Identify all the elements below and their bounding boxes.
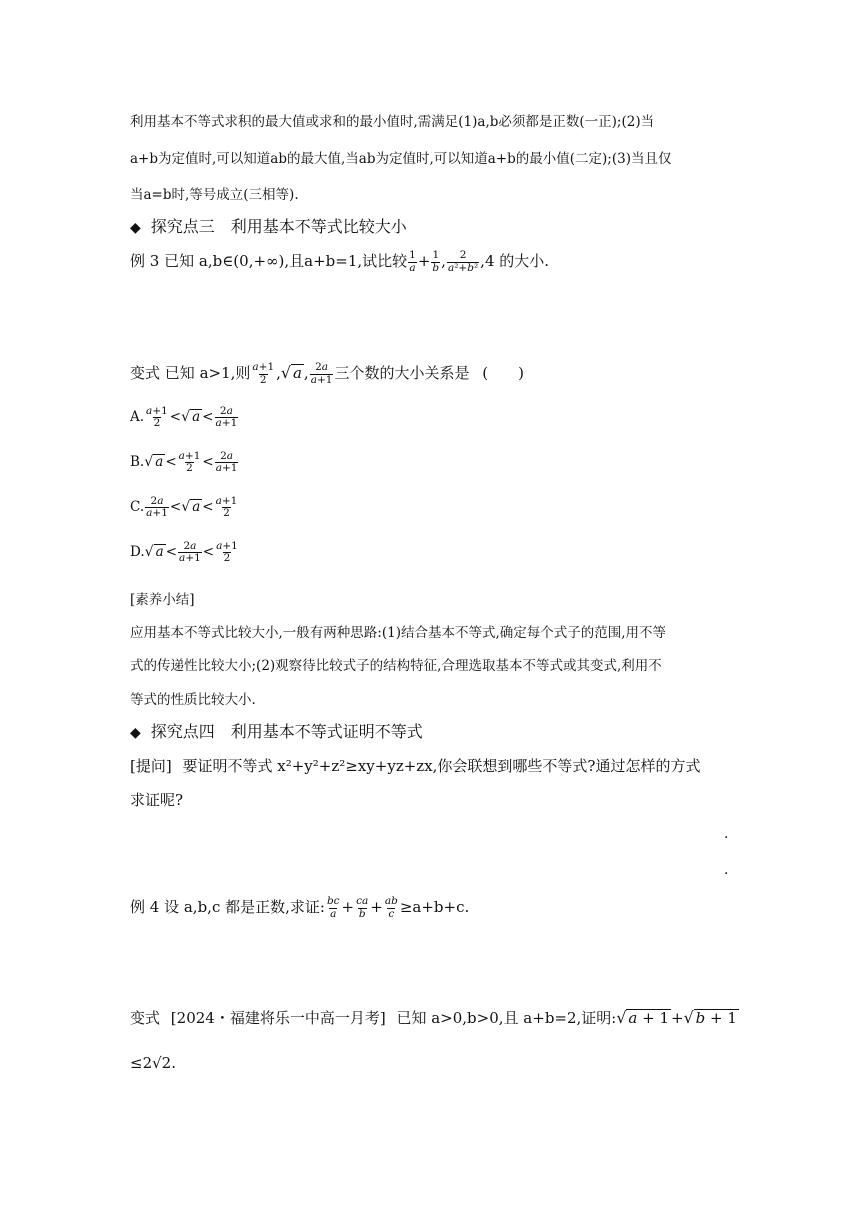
diamond-icon: ◆ bbox=[130, 220, 141, 236]
fraction-a1-over-2: $\frac{a+1}{2}$ bbox=[252, 361, 275, 386]
stray-dot: . bbox=[724, 826, 729, 842]
question-label: [提问] bbox=[130, 757, 172, 775]
example-3-text-a: 已知 bbox=[164, 252, 195, 270]
option-d-letter: D. bbox=[130, 544, 145, 561]
option-c-letter: C. bbox=[130, 499, 145, 516]
question-line-2: 求证呢? bbox=[130, 791, 184, 809]
note-line-1: 利用基本不等式求积的最大值或求和的最小值时,需满足(1)a,b必须都是正数(一正);(2)当 bbox=[130, 114, 655, 130]
fraction-ca-over-b: $\frac{ca}{b}$ bbox=[356, 895, 369, 920]
fraction-ab-over-c: $\frac{ab}{c}$ bbox=[384, 895, 398, 920]
variant-2-text-a: 已知 a>0,b>0,且 a+b=2,证明: bbox=[396, 1009, 617, 1027]
diamond-icon: ◆ bbox=[130, 725, 141, 741]
variant-1-label: 变式 bbox=[130, 364, 161, 382]
summary-line-3: 等式的性质比较大小. bbox=[130, 692, 256, 708]
option-c: C. $\frac{2a}{a+1}$ < √ a < $\frac{a+1}{2}$ bbox=[130, 495, 238, 520]
fraction-1-over-b: $\frac{1}{b}$ bbox=[432, 249, 440, 274]
example-4-text-a: 设 a,b,c 都是正数,求证: bbox=[164, 898, 325, 916]
fraction-2a-over-a1: $\frac{2a}{a+1}$ bbox=[310, 361, 333, 386]
example-3-text-b: a,b∈(0,+∞),且a+b=1,试比较 bbox=[198, 252, 408, 270]
variant-2-source: [2024・福建将乐一中高一月考] bbox=[170, 1009, 386, 1027]
sqrt-a: √ a bbox=[280, 363, 302, 382]
option-a-letter: A. bbox=[130, 409, 145, 426]
summary-line-1: 应用基本不等式比较大小,一般有两种思路:(1)结合基本不等式,确定每个式子的范围,用不等 bbox=[130, 625, 667, 641]
section-title-3: 探究点三 利用基本不等式比较大小 bbox=[150, 217, 407, 236]
note-line-3: 当a=b时,等号成立(三相等). bbox=[130, 187, 299, 203]
example-4-label: 例 4 bbox=[130, 898, 160, 916]
variant-1-text-a: 已知 a>1,则 bbox=[164, 364, 251, 382]
question-line-1 bbox=[130, 755, 700, 776]
question-text-1: 要证明不等式 x²+y²+z²≥xy+yz+zx,你会联想到哪些不等式?通过怎样的方式 bbox=[182, 757, 701, 775]
variant-2: 变式 [2024・福建将乐一中高一月考] 已知 a>0,b>0,且 a+b=2,证明: √ a + 1 + √ b + 1 bbox=[130, 1008, 737, 1027]
example-3-text-c: ,4 的大小. bbox=[480, 252, 550, 270]
section-heading-4 bbox=[130, 719, 423, 742]
example-4: 例 4 设 a,b,c 都是正数,求证: $\frac{bc}{a}$ + $\frac{ca}{b}$ + $\frac{ab}{c}$ ≥a+b+c. bbox=[130, 895, 470, 920]
variant-1-text-b: 三个数的大小关系是 bbox=[334, 364, 470, 382]
fraction-bc-over-a: $\frac{bc}{a}$ bbox=[326, 895, 340, 920]
note-line-2: a+b为定值时,可以知道ab的最大值,当ab为定值时,可以知道a+b的最小值(二定);(3)当且仅 bbox=[130, 151, 672, 167]
section-title-4: 探究点四 利用基本不等式证明不等式 bbox=[150, 722, 423, 741]
example-3-label: 例 3 bbox=[130, 252, 160, 270]
variant-1: 变式 已知 a>1,则 $\frac{a+1}{2}$ , √ a , $\frac{2a}{a+1}$ 三个数的大小关系是 ( ) bbox=[130, 361, 524, 386]
option-d: D. √ a < $\frac{2a}{a+1}$ < $\frac{a+1}{2}$ bbox=[130, 540, 238, 565]
fraction-2-over-a2-b2: $\frac{2}{\text{a²+b²}}$ bbox=[447, 249, 479, 274]
stray-dot: . bbox=[724, 862, 729, 878]
sqrt-b-plus-1: √ b + 1 bbox=[683, 1008, 737, 1027]
example-4-text-b: ≥a+b+c. bbox=[399, 898, 470, 916]
variant-2-label: 变式 bbox=[130, 1009, 161, 1027]
option-b: B. √ a < $\frac{a+1}{2}$ < $\frac{2a}{a+1}$ bbox=[130, 450, 238, 475]
variant-2-line-2: ≤2√2. bbox=[130, 1054, 176, 1072]
option-b-letter: B. bbox=[130, 454, 145, 471]
example-3: 例 3 已知 a,b∈(0,+∞),且a+b=1,试比较 $\frac{1}{a}$ + $\frac{1}{b}$ , $\frac{2}{\text{a²+b²}}$ ,4 的大小. bbox=[130, 249, 550, 274]
sqrt-a-plus-1: √ a + 1 bbox=[616, 1008, 670, 1027]
option-a: A. $\frac{a+1}{2}$ < √ a < $\frac{2a}{a+1}$ bbox=[130, 405, 238, 430]
fraction-1-over-a: $\frac{1}{a}$ bbox=[409, 249, 416, 274]
summary-line-2: 式的传递性比较大小;(2)观察待比较式子的结构特征,合理选取基本不等式或其变式,利用不 bbox=[130, 658, 662, 674]
answer-blank: ( ) bbox=[482, 364, 524, 382]
section-heading-3 bbox=[130, 214, 407, 237]
summary-heading: [素养小结] bbox=[130, 592, 195, 608]
